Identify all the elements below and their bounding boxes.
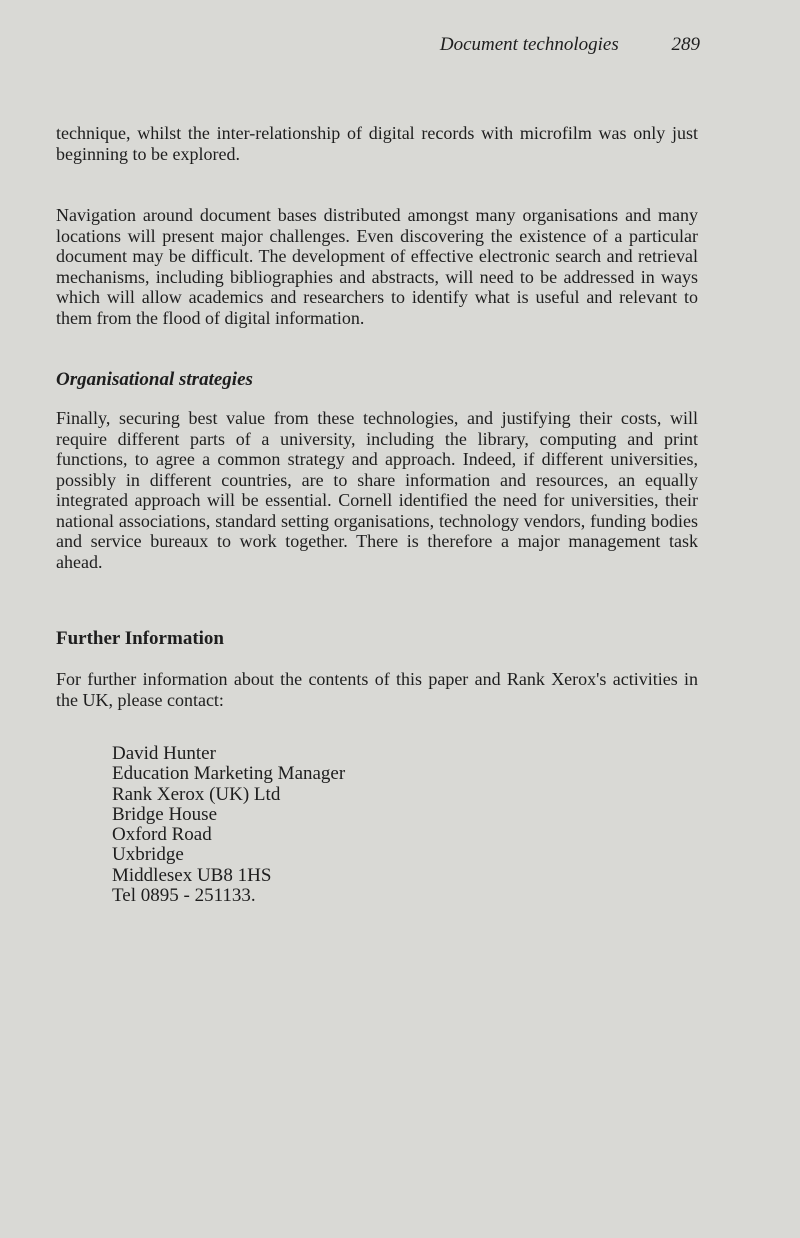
running-header bbox=[0, 34, 700, 56]
paragraph-further-information: For further information about the contents of this paper and Rank Xerox's activities in the UK, please contact: bbox=[56, 669, 698, 710]
paragraph-navigation: Navigation around document bases distributed amongst many organisations and many locations will present major challenges. Even discovering the existence of a particular document may be difficult. The development of effective electronic search and retrieval mechanisms, including bibliographies and abstracts, will need to be addressed in ways which will allow academics and researchers to identify what is useful and relevant to them from the flood of digital information. bbox=[56, 205, 698, 328]
contact-county-postcode: Middlesex UB8 1HS bbox=[112, 864, 272, 886]
contact-address-block bbox=[112, 744, 698, 906]
contact-company: Rank Xerox (UK) Ltd bbox=[112, 783, 281, 805]
paragraph-continuation: technique, whilst the inter-relationship of digital records with microfilm was only just beginning to be explored. bbox=[56, 123, 698, 164]
contact-building: Bridge House bbox=[112, 803, 218, 825]
heading-organisational-strategies: Organisational strategies bbox=[56, 369, 253, 390]
heading-further-information: Further Information bbox=[56, 628, 224, 649]
contact-job-title: Education Marketing Manager bbox=[112, 763, 346, 785]
contact-street: Oxford Road bbox=[112, 824, 212, 846]
running-title: Document technologies bbox=[439, 34, 619, 55]
page-number: 289 bbox=[671, 34, 700, 55]
contact-town: Uxbridge bbox=[112, 844, 184, 866]
paragraph-organisational-strategies: Finally, securing best value from these technologies, and justifying their costs, will require different parts of a university, including the library, computing and print functions, to agree a common strategy and approach. Indeed, if different universities, possibly in different countries, are to share information and resources, an equally integrated approach will be essential. Cornell identified the need for universities, their national associations, standard setting organisations, technology vendors, funding bodies and service bureaux to work together. There is therefore a major management task ahead. bbox=[56, 408, 698, 572]
contact-name: David Hunter bbox=[112, 743, 216, 764]
contact-phone: Tel 0895 - 251133. bbox=[112, 885, 256, 907]
page-content bbox=[56, 123, 698, 906]
